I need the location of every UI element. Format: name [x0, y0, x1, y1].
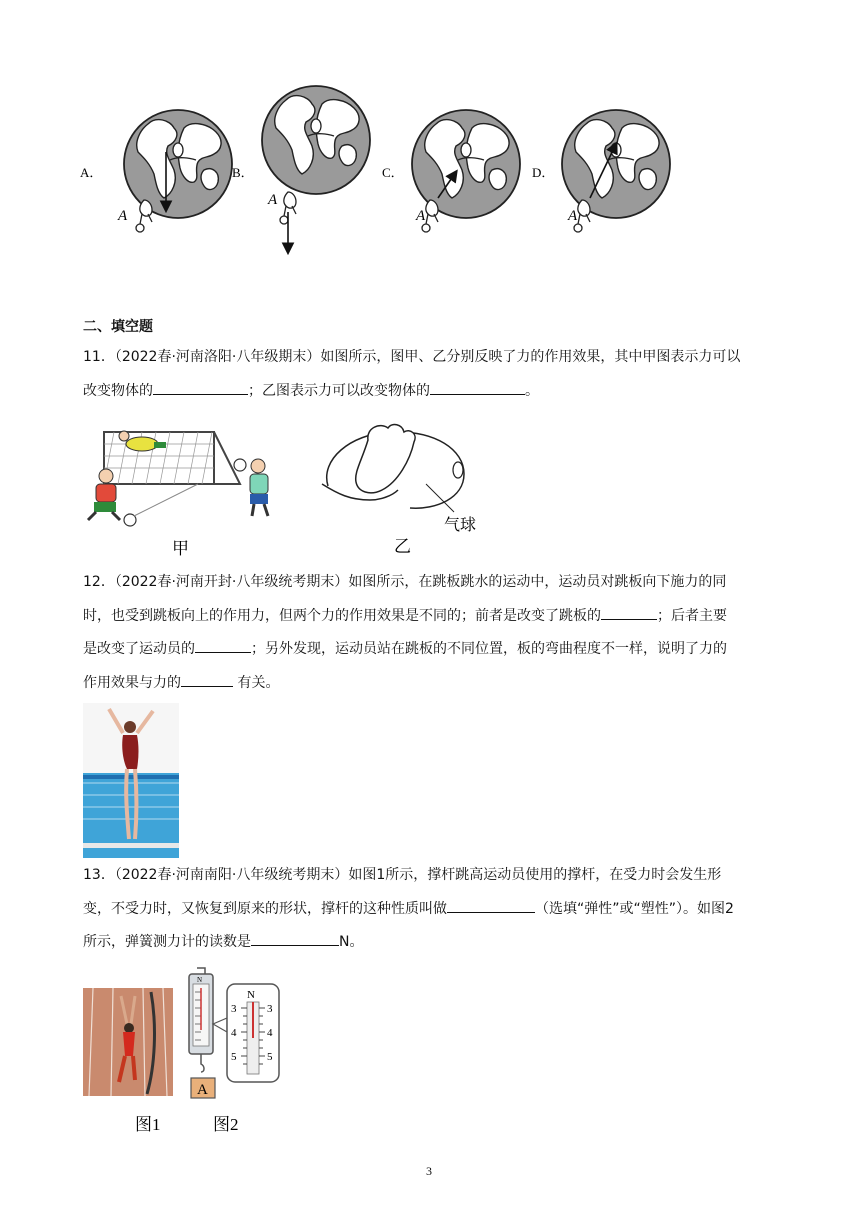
question-13 — [83, 859, 783, 960]
q12-line2: 时，也受到跳板向上的作用力，但两个力的作用效果是不同的；前者是改变了跳板的 ；后者主要 — [83, 600, 783, 634]
svg-text:4: 4 — [231, 1027, 237, 1039]
svg-text:3: 3 — [231, 1003, 237, 1015]
q12-blank-1[interactable] — [601, 605, 657, 620]
q13-blank-2[interactable] — [251, 931, 339, 946]
fig-jia-caption: 甲 — [172, 539, 189, 558]
q13-line2: 变，不受力时，又恢复到原来的形状，撑杆的这种性质叫做 （选填“弹性”或“塑性”）。如图2 — [83, 893, 783, 927]
balloon-label: 气球 — [444, 517, 477, 534]
q12-line3: 是改变了运动员的 ；另外发现，运动员站在跳板的不同位置，板的弯曲程度不一样，说明了力的 — [83, 633, 783, 667]
q13-line3: 所示，弹簧测力计的读数是 N。 — [83, 926, 783, 960]
q11-blank-1[interactable] — [153, 380, 248, 395]
option-a-label: A． — [80, 165, 103, 180]
svg-text:5: 5 — [267, 1051, 273, 1063]
page-number: 3 — [426, 1164, 432, 1178]
option-d-globe — [562, 110, 670, 218]
q10-options-figure — [70, 80, 690, 260]
option-b-globe — [262, 86, 370, 194]
q12-line1: 12．（2022春·河南开封·八年级统考期末）如图所示，在跳板跳水的运动中，运动员对跳板向下施力的同 — [83, 574, 727, 590]
q12-blank-3[interactable] — [181, 672, 233, 687]
svg-text:A: A — [416, 208, 426, 224]
goal-scene — [88, 431, 268, 526]
q13-line1: 13．（2022春·河南南阳·八年级统考期末）如图1所示，撑杆跳高运动员使用的撑杆，在受力时会发生形 — [83, 867, 722, 883]
option-a-globe — [124, 110, 232, 218]
q11-line2: 改变物体的 ；乙图表示力可以改变物体的 。 — [83, 375, 783, 409]
balloon-scene — [322, 425, 464, 512]
section-title: 二、填空题 — [83, 319, 153, 335]
option-b-label: B． — [232, 165, 254, 180]
q11-figure — [80, 420, 500, 562]
svg-text:A: A — [568, 208, 578, 224]
fig2-caption: 图2 — [213, 1115, 239, 1134]
q13-blank-1[interactable] — [447, 898, 535, 913]
svg-text:4: 4 — [267, 1027, 273, 1039]
question-11 — [83, 341, 783, 408]
option-c-label: C． — [382, 165, 404, 180]
q12-blank-2[interactable] — [195, 638, 251, 653]
q13-figure — [83, 966, 283, 1138]
svg-text:A: A — [268, 192, 278, 208]
q12-line4: 作用效果与力的 有关。 — [83, 667, 783, 701]
svg-text:5: 5 — [231, 1051, 237, 1063]
svg-text:3: 3 — [267, 1003, 273, 1015]
svg-text:A: A — [197, 1082, 208, 1098]
svg-text:A: A — [118, 208, 128, 224]
spring-scale — [189, 968, 279, 1098]
fig-yi-caption: 乙 — [394, 537, 411, 556]
diver-photo — [83, 703, 179, 858]
pole-vault-photo — [83, 988, 173, 1096]
fig1-caption: 图1 — [135, 1115, 161, 1134]
q11-blank-2[interactable] — [430, 380, 525, 395]
svg-text:N: N — [247, 989, 255, 1001]
svg-text:N: N — [197, 976, 203, 984]
q11-line1: 11．（2022春·河南洛阳·八年级期末）如图所示，图甲、乙分别反映了力的作用效果，其中甲图表示力可以 — [83, 349, 741, 365]
option-d-label: D． — [532, 165, 555, 180]
question-12 — [83, 566, 783, 700]
